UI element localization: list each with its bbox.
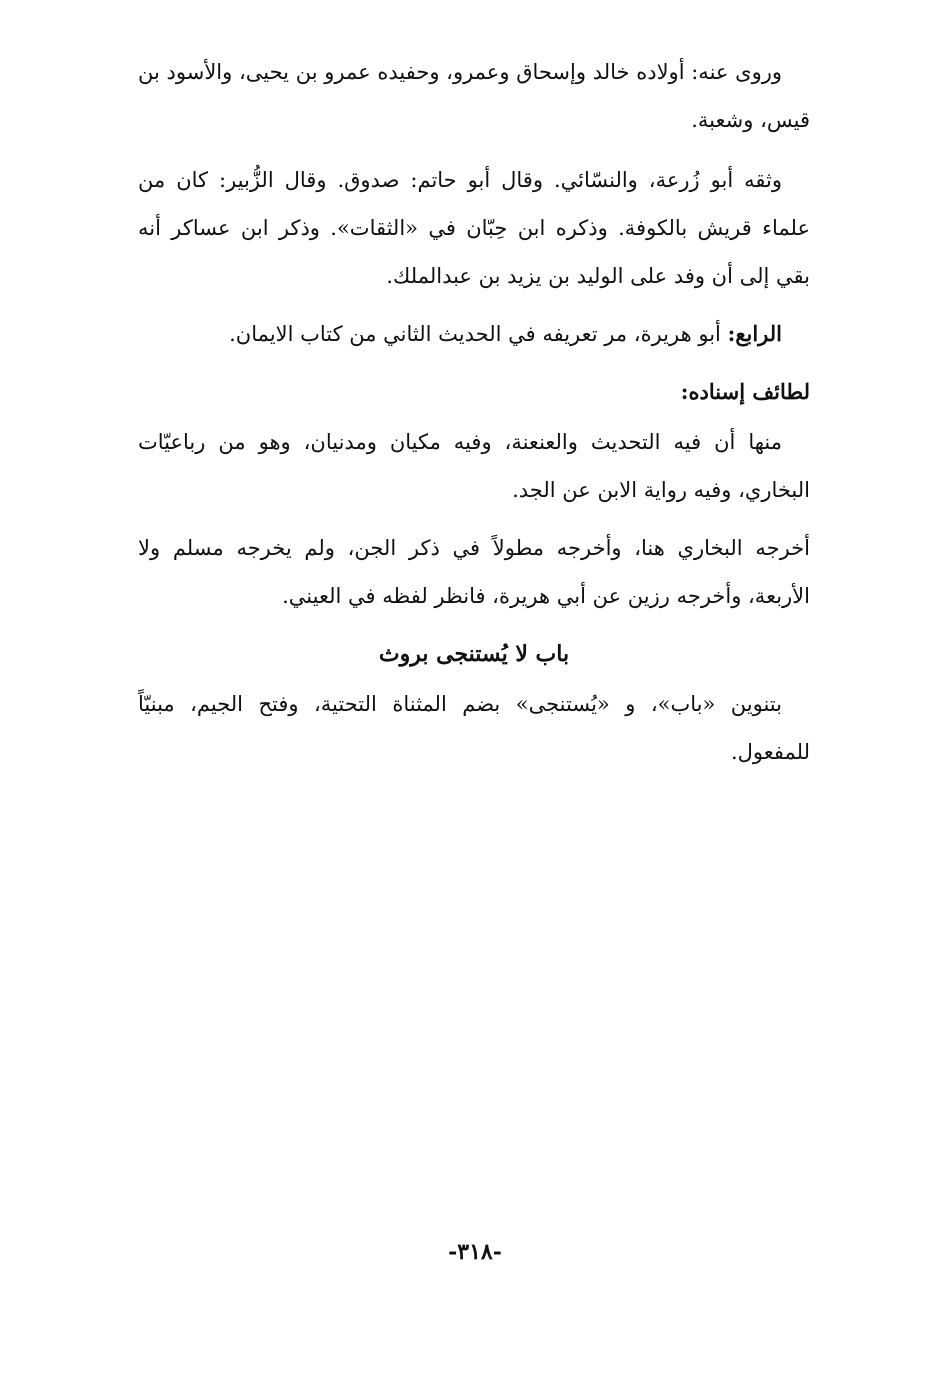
paragraph-isnad-subtleties-text: منها أن فيه التحديث والعنعنة، وفيه مكيان ومدنيان، وهو من رباعيّات البخاري، وفيه رواية الابن عن الجد.	[138, 430, 810, 502]
page-number: -٣١٨-	[448, 1239, 502, 1265]
paragraph-narrators-text: وروى عنه: أولاده خالد وإسحاق وعمرو، وحفيده عمرو بن يحيى، والأسود بن قيس، وشعبة.	[138, 60, 810, 132]
paragraph-authentication	[138, 156, 810, 300]
chapter-title: باب لا يُستنجى بروث	[378, 641, 570, 667]
paragraph-takhrij-text: أخرجه البخاري هنا، وأخرجه مطولاً في ذكر الجن، ولم يخرجه مسلم ولا الأربعة، وأخرجه رزين عن أبي هريرة، فانظر لفظه في العيني.	[138, 536, 810, 608]
fourth-narrator-lead: الرابع:	[727, 321, 782, 346]
paragraph-chapter-explanation	[138, 680, 810, 776]
paragraph-isnad-subtleties	[138, 418, 810, 514]
paragraph-fourth-narrator	[138, 310, 810, 358]
fourth-narrator-text: أبو هريرة، مر تعريفه في الحديث الثاني من كتاب الايمان.	[229, 322, 728, 346]
section-heading: لطائف إسناده:	[680, 379, 810, 404]
paragraph-chapter-explanation-text: بتنوين «باب»، و «يُستنجى» بضم المثناة التحتية، وفتح الجيم، مبنيّاً للمفعول.	[138, 692, 810, 764]
paragraph-authentication-text: وثقه أبو زُرعة، والنسّائي. وقال أبو حاتم: صدوق. وقال الزُّبير: كان من علماء قريش بالكوفة. وذكره ابن حِبّان في «الثقات». وذكر ابن عساكر أنه بقي إلى أن وفد على الوليد بن يزيد بن عبدالملك.	[138, 168, 810, 288]
paragraph-narrators	[138, 48, 810, 144]
paragraph-takhrij	[138, 524, 810, 620]
